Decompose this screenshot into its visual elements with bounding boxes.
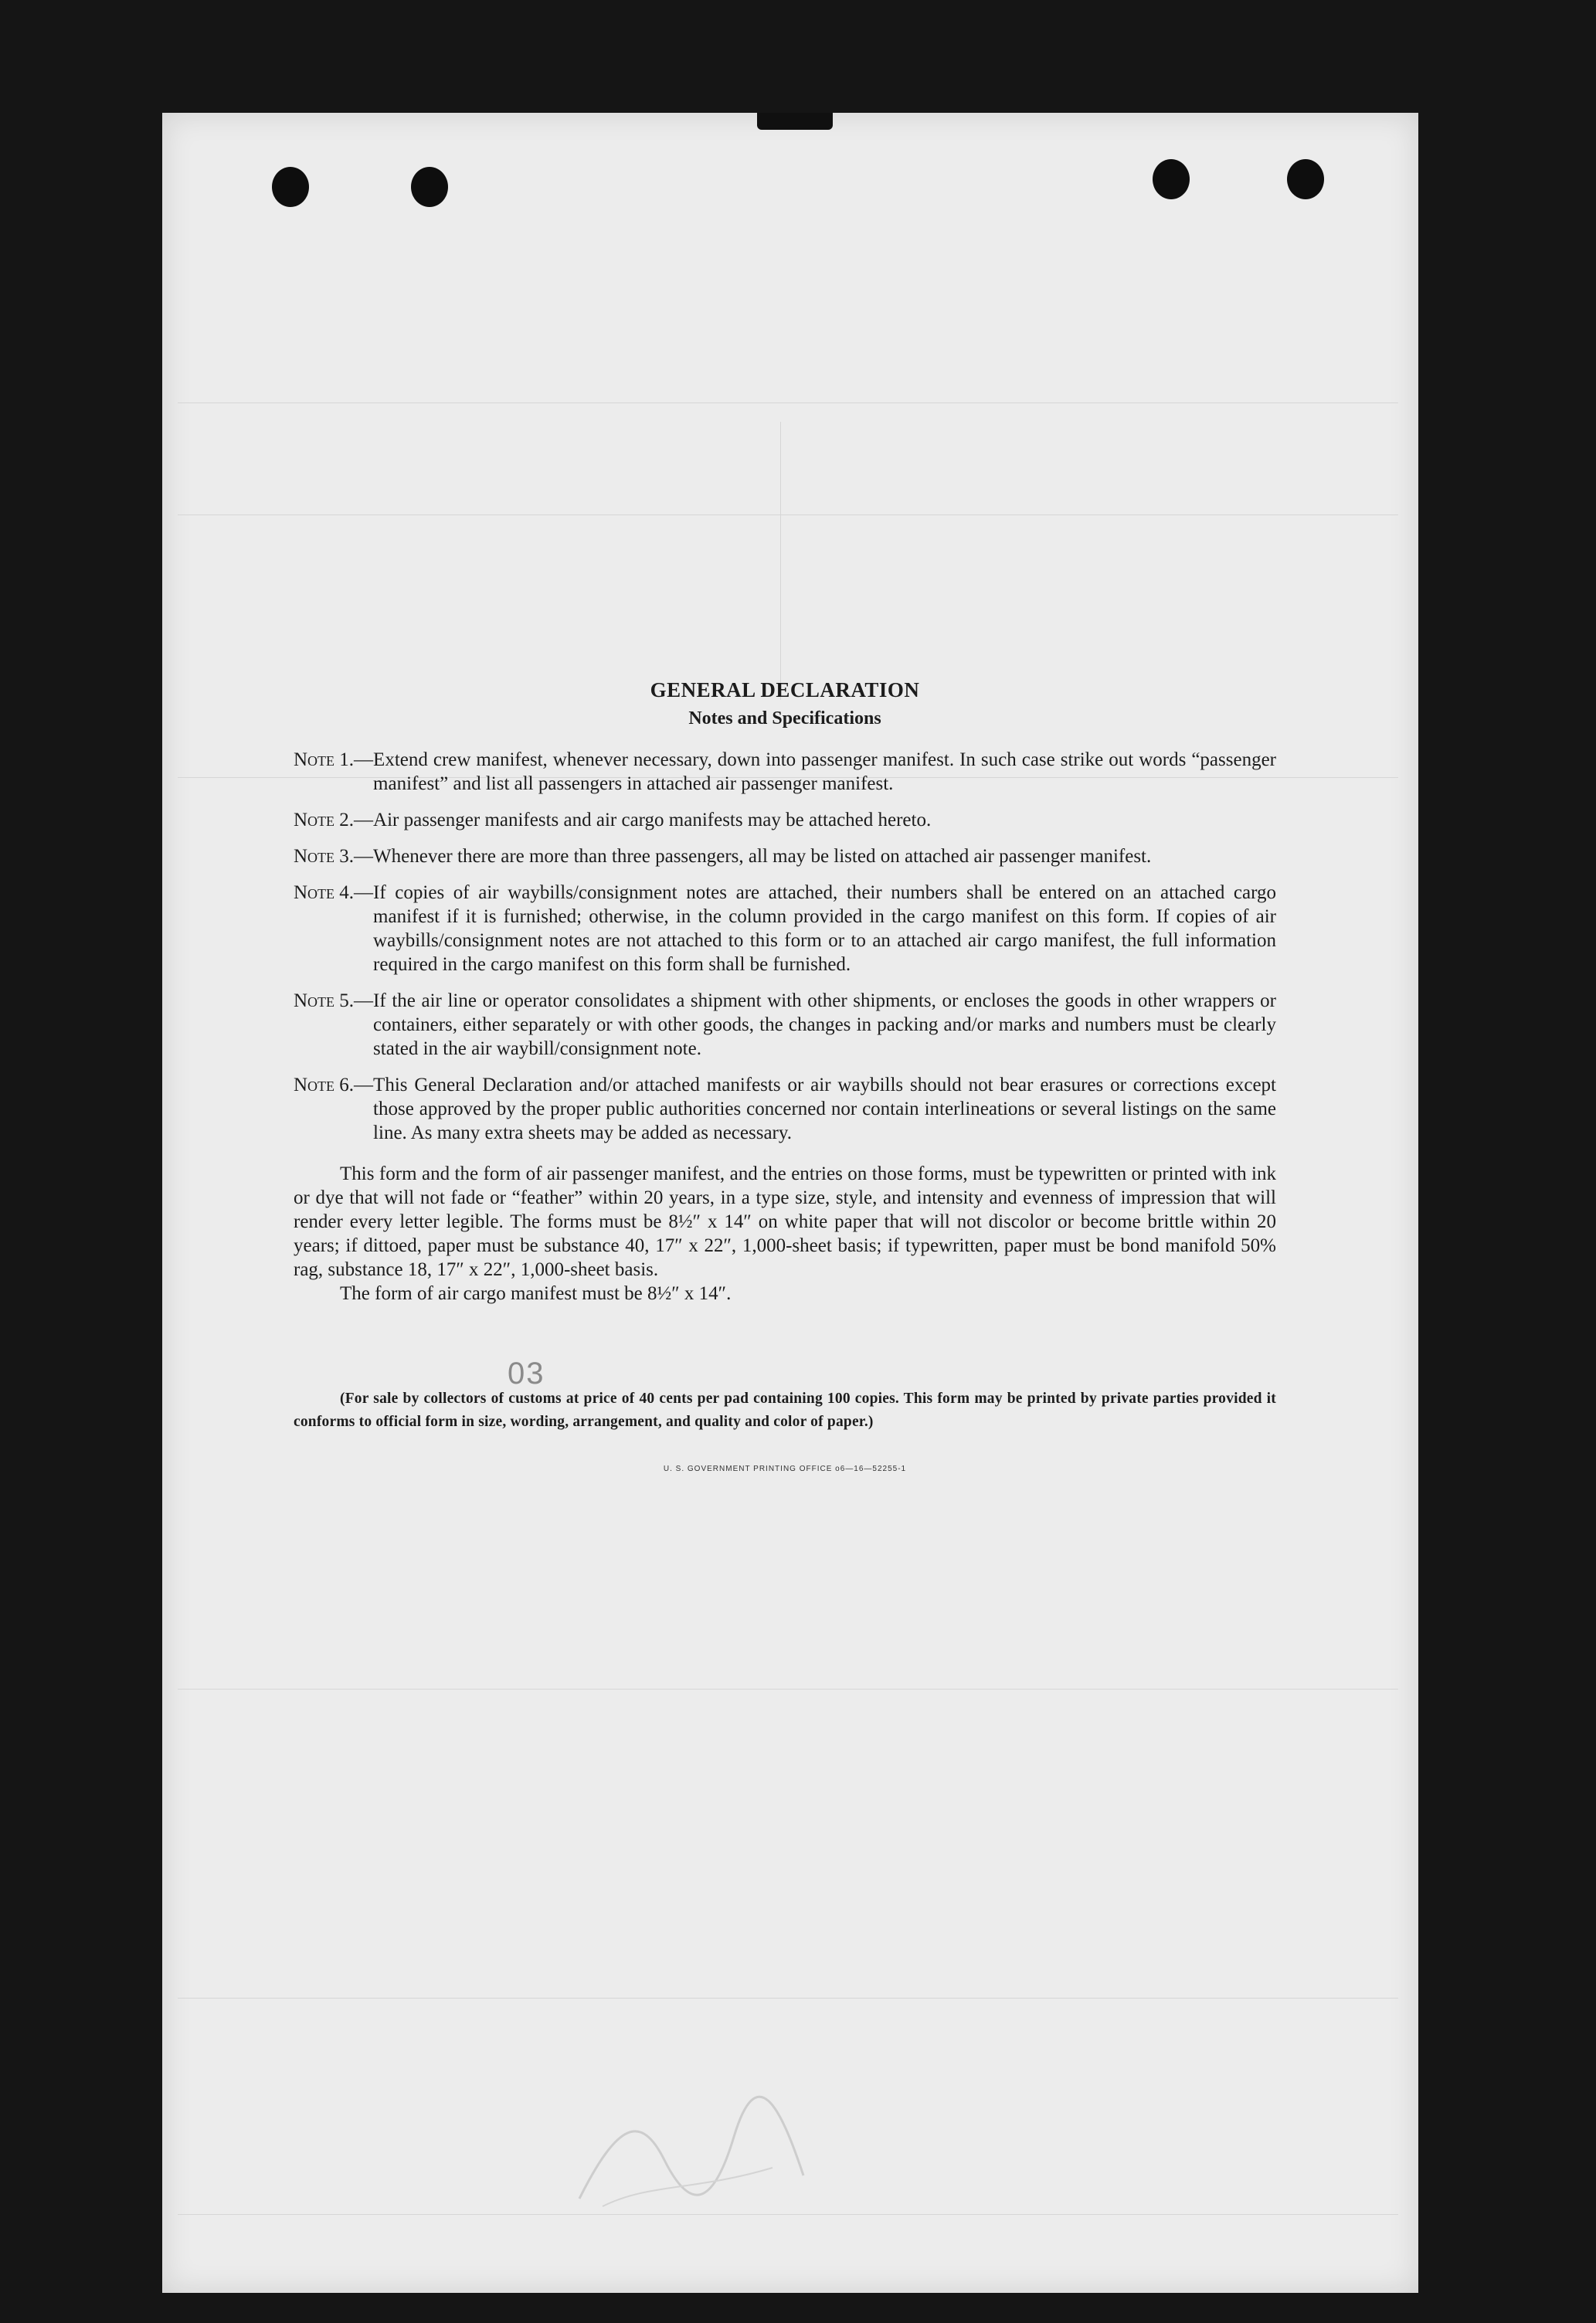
printing-office-line: U. S. GOVERNMENT PRINTING OFFICE o6—16—52255-1 xyxy=(663,1465,907,1473)
note-5 xyxy=(294,989,1276,1061)
cargo-manifest-size-line: The form of air cargo manifest must be 8½″ x 14″. xyxy=(340,1283,732,1304)
document-subtitle: Notes and Specifications xyxy=(688,708,881,728)
binder-clip xyxy=(757,113,833,130)
punch-hole-left-inner xyxy=(411,167,448,207)
form-requirements-paragraph: This form and the form of air passenger manifest, and the entries on those forms, must be typewritten or printed with ink or dye that will not fade or “feather” within 20 years, in a type size, style, and intensity and evenness of impression that will render every letter legible. The forms must be 8½″ x 14″ on white paper that will not discolor or become brittle within 20 years; if dittoed, paper must be substance 40, 17″ x 22″, 1,000-sheet basis; if typewritten, paper must be bond manifold 50% rag, substance 18, 17″ x 22″, 1,000-sheet basis. xyxy=(294,1163,1276,1280)
note-text: Extend crew manifest, whenever necessary, down into passenger manifest. In such case strike out words “passenger manifest” and list all passengers in attached air passenger manifest. xyxy=(373,749,1276,794)
note-label: Note 5.— xyxy=(294,990,374,1011)
note-2 xyxy=(294,808,1276,832)
note-text: This General Declaration and/or attached manifests or air waybills should not bear erasures or corrections except those approved by the proper public authorities concerned nor contain interlineations or several listings on the same line. As many extra sheets may be added as necessary. xyxy=(373,1075,1276,1143)
note-text: Air passenger manifests and air cargo manifests may be attached hereto. xyxy=(373,810,932,830)
faint-signature-scribble xyxy=(572,2090,819,2222)
note-3 xyxy=(294,844,1276,868)
punch-hole-left-outer xyxy=(272,167,309,207)
note-6 xyxy=(294,1073,1276,1145)
note-1 xyxy=(294,748,1276,796)
note-label: Note 3.— xyxy=(294,846,374,867)
note-text: Whenever there are more than three passengers, all may be listed on attached air passenger manifest. xyxy=(373,846,1152,867)
note-label: Note 4.— xyxy=(294,882,374,903)
note-label: Note 2.— xyxy=(294,810,374,830)
notes-and-specifications xyxy=(294,678,1276,1473)
note-label: Note 1.— xyxy=(294,749,374,770)
note-4 xyxy=(294,881,1276,976)
stamp-mark: 03 xyxy=(508,1357,545,1391)
document-title: GENERAL DECLARATION xyxy=(650,678,920,701)
note-label: Note 6.— xyxy=(294,1075,374,1095)
punch-hole-right-inner xyxy=(1153,159,1190,199)
note-text: If the air line or operator consolidates a shipment with other shipments, or encloses the goods in other wrappers or containers, either separately or with other goods, the changes in packing and/or marks and numbers must be clearly stated in the air waybill/consignment note. xyxy=(373,990,1276,1059)
document-sheet xyxy=(162,113,1418,2293)
sale-note: (For sale by collectors of customs at price of 40 cents per pad containing 100 copies. This form may be printed by private parties provided it conforms to official form in size, wording, arrangement, and quality and color of paper.) xyxy=(294,1391,1276,1430)
punch-hole-right-outer xyxy=(1287,159,1324,199)
note-text: If copies of air waybills/consignment notes are attached, their numbers shall be entered on an attached cargo manifest if it is furnished; otherwise, in the column provided in the cargo manifest on this form. If copies of air waybills/consignment notes are not attached to this form or to an attached air cargo manifest, the full information required in the cargo manifest on this form shall be furnished. xyxy=(373,882,1276,975)
